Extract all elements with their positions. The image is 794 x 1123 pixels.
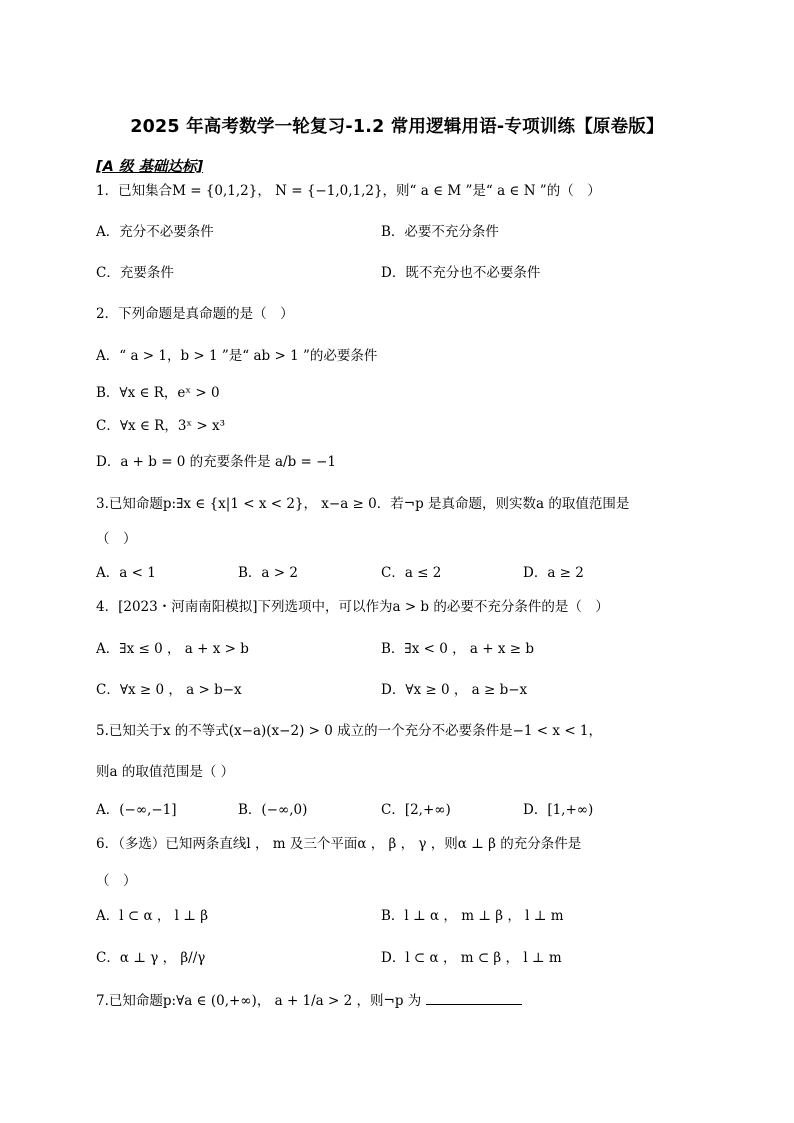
question-6-option-b: B．l ⊥ α ， m ⊥ β ， l ⊥ m (381, 908, 564, 924)
question-1-stem: 1．已知集合M = {0,1,2}， N = {−1,0,1,2}，则“ a ∈ M ”是“ a ∈ N ”的（ ） (96, 183, 601, 199)
question-6-option-d: D．l ⊂ α ， m ⊂ β ， l ⊥ m (381, 950, 562, 966)
question-5-option-d: D．[1,+∞) (523, 802, 594, 818)
question-6-option-c: C．α ⊥ γ ， β//γ (96, 950, 206, 966)
question-1-option-a: A．充分不必要条件 (96, 224, 214, 240)
question-5-option-a: A．(−∞,−1] (96, 802, 177, 818)
question-4-option-b: B．∃x < 0 ， a + x ≥ b (381, 641, 535, 657)
question-6-stem-continued: （ ） (96, 873, 137, 889)
question-2-option-b: B．∀x ∈ R，eˣ > 0 (96, 385, 220, 401)
question-2-option-d: D．a + b = 0 的充要条件是 a/b = −1 (96, 454, 337, 470)
question-7-stem (96, 990, 522, 1011)
question-7-text: 7.已知命题p:∀a ∈ (0,+∞)， a + 1/a > 2 ，则¬p 为 (96, 993, 422, 1009)
question-3-stem: 3.已知命题p:∃x ∈ {x|1 < x < 2}， x−a ≥ 0．若¬p 是真命题，则实数a 的取值范围是 (96, 496, 630, 512)
question-3-option-a: A．a < 1 (96, 565, 156, 581)
question-4-option-d: D．∀x ≥ 0 ， a ≥ b−x (381, 682, 528, 698)
question-1-option-b: B．必要不充分条件 (381, 224, 499, 240)
question-3-option-b: B．a > 2 (238, 565, 298, 581)
question-5-stem-continued: 则a 的取值范围是（ ） (96, 764, 235, 780)
question-6-stem: 6．（多选）已知两条直线l ， m 及三个平面α ， β ， γ ，则α ⊥ β 的充分条件是 (96, 836, 582, 852)
question-2-option-a: A．“ a > 1，b > 1 ”是“ ab > 1 ”的必要条件 (96, 348, 378, 364)
question-5-stem: 5.已知关于x 的不等式(x−a)(x−2) > 0 成立的一个充分不必要条件是−1 < x < 1， (96, 723, 603, 739)
question-4-option-a: A．∃x ≤ 0 ， a + x > b (96, 641, 249, 657)
question-3-option-c: C．a ≤ 2 (381, 565, 442, 581)
question-2-stem: 2．下列命题是真命题的是（ ） (96, 306, 294, 322)
question-3-option-d: D．a ≥ 2 (523, 565, 584, 581)
question-2-option-c: C．∀x ∈ R，3ˣ > x³ (96, 418, 226, 434)
question-4-option-c: C．∀x ≥ 0 ， a > b−x (96, 682, 242, 698)
section-heading: [A 级 基础达标] (96, 159, 204, 175)
question-3-stem-continued: （ ） (96, 531, 137, 547)
question-4-stem: 4．[2023・河南南阳模拟]下列选项中，可以作为a > b 的必要不充分条件的是（ ） (96, 599, 609, 615)
answer-blank[interactable] (426, 990, 522, 1005)
question-1-option-c: C．充要条件 (96, 265, 174, 281)
question-5-option-c: C．[2,+∞) (381, 802, 451, 818)
question-1-option-d: D．既不充分也不必要条件 (381, 265, 541, 281)
page-title: 2025 年高考数学一轮复习-1.2 常用逻辑用语-专项训练【原卷版】 (130, 117, 664, 137)
question-5-option-b: B．(−∞,0) (238, 802, 308, 818)
question-6-option-a: A．l ⊂ α ， l ⊥ β (96, 908, 209, 924)
